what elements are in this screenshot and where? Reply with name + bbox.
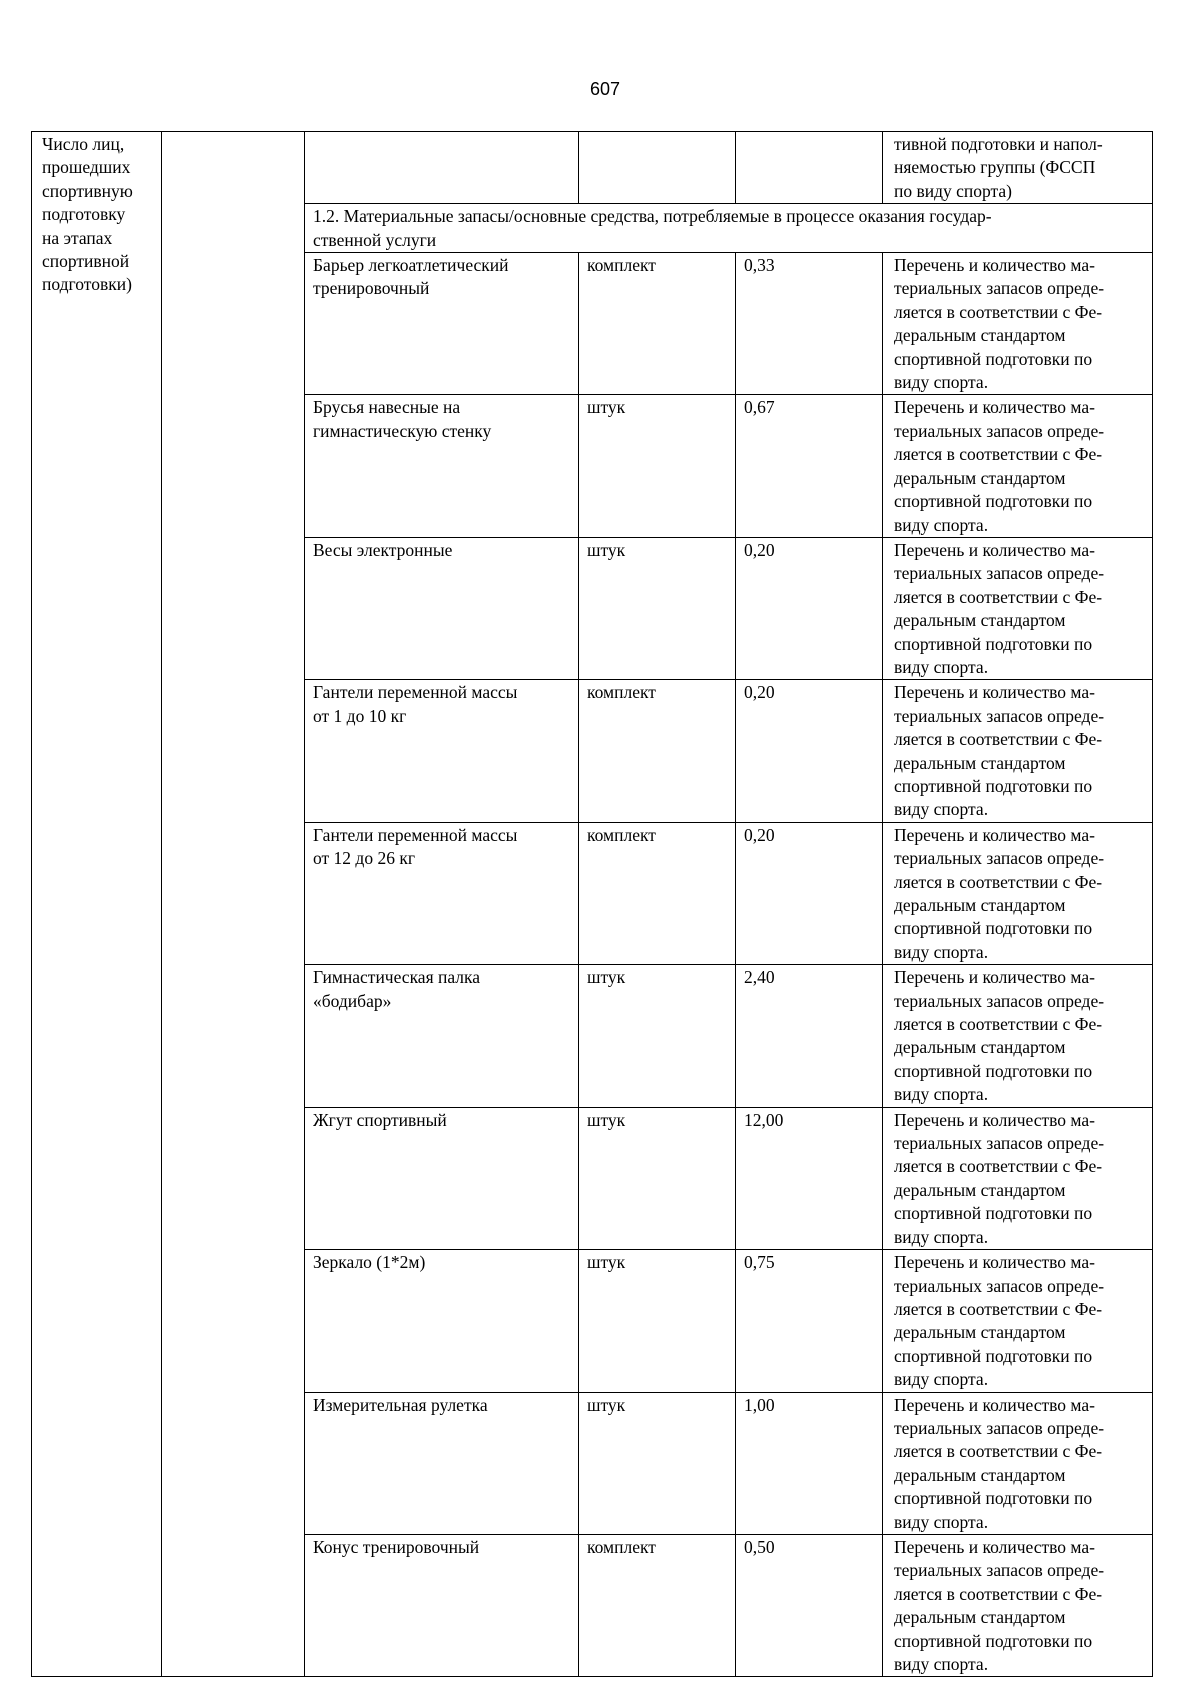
- item-name: Барьер легкоатлетический тренировочный: [305, 253, 579, 395]
- item-quantity: 0,20: [736, 537, 883, 679]
- item-note: Перечень и количество ма- териальных запасов опреде- ляется в соответствии с Фе- деральным стандартом спортивной подготовки по виду спорта.: [883, 822, 1153, 964]
- item-name: Гантели переменной массы от 1 до 10 кг: [305, 680, 579, 822]
- item-quantity: 12,00: [736, 1107, 883, 1249]
- item-quantity: 0,50: [736, 1534, 883, 1676]
- item-name: Гимнастическая палка «бодибар»: [305, 965, 579, 1107]
- item-unit: комплект: [579, 253, 736, 395]
- indicator-cell: Число лиц, прошедших спортивную подготовку на этапах спортивной подготовки): [32, 132, 162, 1677]
- item-note: Перечень и количество ма- териальных запасов опреде- ляется в соответствии с Фе- деральным стандартом спортивной подготовки по виду спорта.: [883, 395, 1153, 537]
- item-name: Жгут спортивный: [305, 1107, 579, 1249]
- empty-quantity-cell: [736, 132, 883, 204]
- continued-row: [32, 132, 1153, 204]
- item-unit: штук: [579, 1107, 736, 1249]
- item-unit: комплект: [579, 1534, 736, 1676]
- item-unit: штук: [579, 537, 736, 679]
- item-note: Перечень и количество ма- териальных запасов опреде- ляется в соответствии с Фе- деральным стандартом спортивной подготовки по виду спорта.: [883, 680, 1153, 822]
- empty-column-cell: [162, 132, 305, 1677]
- item-note: Перечень и количество ма- териальных запасов опреде- ляется в соответствии с Фе- деральным стандартом спортивной подготовки по виду спорта.: [883, 253, 1153, 395]
- item-name: Весы электронные: [305, 537, 579, 679]
- item-quantity: 0,20: [736, 680, 883, 822]
- item-note: Перечень и количество ма- териальных запасов опреде- ляется в соответствии с Фе- деральным стандартом спортивной подготовки по виду спорта.: [883, 1392, 1153, 1534]
- item-unit: штук: [579, 965, 736, 1107]
- item-unit: комплект: [579, 680, 736, 822]
- item-unit: штук: [579, 1392, 736, 1534]
- page-number: 607: [589, 79, 621, 99]
- item-unit: комплект: [579, 822, 736, 964]
- item-note: Перечень и количество ма- териальных запасов опреде- ляется в соответствии с Фе- деральным стандартом спортивной подготовки по виду спорта.: [883, 1107, 1153, 1249]
- item-note: Перечень и количество ма- териальных запасов опреде- ляется в соответствии с Фе- деральным стандартом спортивной подготовки по виду спорта.: [883, 965, 1153, 1107]
- item-name: Конус тренировочный: [305, 1534, 579, 1676]
- section-heading: 1.2. Материальные запасы/основные средства, потребляемые в процессе оказания государ- ственной услуги: [305, 204, 1153, 253]
- item-note: Перечень и количество ма- териальных запасов опреде- ляется в соответствии с Фе- деральным стандартом спортивной подготовки по виду спорта.: [883, 1534, 1153, 1676]
- empty-name-cell: [305, 132, 579, 204]
- item-name: Зеркало (1*2м): [305, 1250, 579, 1392]
- item-quantity: 1,00: [736, 1392, 883, 1534]
- item-quantity: 2,40: [736, 965, 883, 1107]
- materials-table: [31, 131, 1153, 1677]
- continued-note-cell: тивной подготовки и напол- няемостью группы (ФССП по виду спорта): [883, 132, 1153, 204]
- empty-unit-cell: [579, 132, 736, 204]
- item-note: Перечень и количество ма- териальных запасов опреде- ляется в соответствии с Фе- деральным стандартом спортивной подготовки по виду спорта.: [883, 1250, 1153, 1392]
- item-note: Перечень и количество ма- териальных запасов опреде- ляется в соответствии с Фе- деральным стандартом спортивной подготовки по виду спорта.: [883, 537, 1153, 679]
- item-name: Гантели переменной массы от 12 до 26 кг: [305, 822, 579, 964]
- item-name: Измерительная рулетка: [305, 1392, 579, 1534]
- item-quantity: 0,75: [736, 1250, 883, 1392]
- item-unit: штук: [579, 1250, 736, 1392]
- item-quantity: 0,67: [736, 395, 883, 537]
- item-quantity: 0,20: [736, 822, 883, 964]
- item-name: Брусья навесные на гимнастическую стенку: [305, 395, 579, 537]
- item-quantity: 0,33: [736, 253, 883, 395]
- item-unit: штук: [579, 395, 736, 537]
